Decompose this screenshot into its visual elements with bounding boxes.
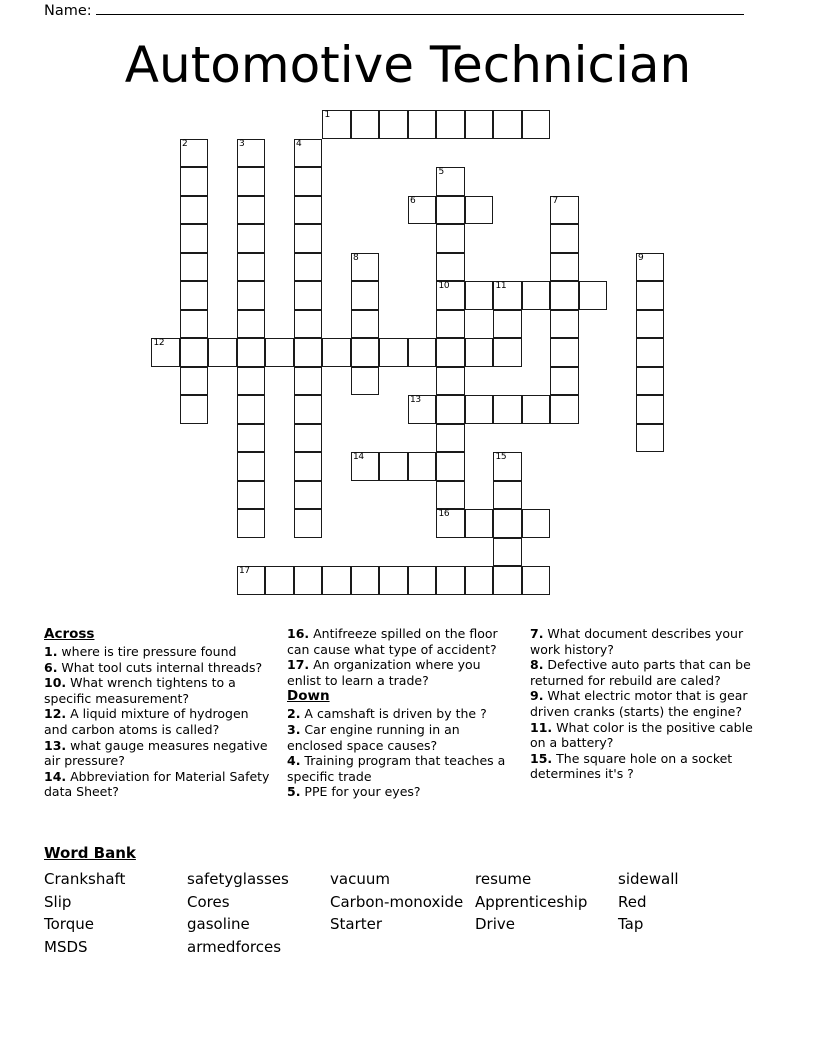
grid-cell[interactable] <box>180 224 209 253</box>
clue-item <box>44 675 273 706</box>
grid-cell[interactable] <box>237 509 266 538</box>
grid-cell[interactable] <box>322 338 351 367</box>
grid-cell[interactable] <box>465 395 494 424</box>
grid-cell[interactable] <box>294 509 323 538</box>
clue-number: 4. <box>287 753 301 769</box>
clue-number: 12. <box>44 706 67 722</box>
clue-number: 11. <box>530 719 553 735</box>
clue-number: 3. <box>287 721 301 737</box>
grid-cell[interactable] <box>265 566 294 595</box>
grid-cell[interactable] <box>237 224 266 253</box>
clue-number: 15. <box>530 750 553 766</box>
grid-cell[interactable] <box>351 338 380 367</box>
grid-cell[interactable] <box>351 452 380 481</box>
grid-cell[interactable] <box>237 395 266 424</box>
grid-cell[interactable] <box>465 566 494 595</box>
grid-cell[interactable] <box>237 253 266 282</box>
grid-cell[interactable] <box>208 338 237 367</box>
grid-cell[interactable] <box>436 167 465 196</box>
grid-cell[interactable] <box>237 424 266 453</box>
clue-text: A camshaft is driven by the ? <box>300 706 487 722</box>
clue-number: 1. <box>44 644 58 659</box>
word-bank-word[interactable]: MSDS <box>44 938 88 957</box>
word-bank-word[interactable]: sidewall <box>618 870 679 888</box>
grid-cell[interactable] <box>351 566 380 595</box>
grid-cell[interactable] <box>493 110 522 139</box>
clue-text: What tool cuts internal threads? <box>57 659 263 675</box>
grid-cell[interactable] <box>180 395 209 424</box>
grid-cell[interactable] <box>379 452 408 481</box>
clue-item <box>287 784 516 800</box>
grid-cell[interactable] <box>180 310 209 339</box>
grid-cell-number: 17 <box>239 566 250 576</box>
clue-number: 16. <box>287 626 310 641</box>
clues-column-3 <box>530 626 773 800</box>
clue-text: Antifreeze spilled on the floor can cause what type of accident? <box>287 626 498 657</box>
grid-cell[interactable] <box>436 338 465 367</box>
clue-text: PPE for your eyes? <box>300 784 421 800</box>
grid-cell[interactable] <box>493 538 522 567</box>
clue-text: An organization where you enlist to learn a trade? <box>287 657 481 688</box>
word-bank-column <box>475 868 618 959</box>
word-bank-word[interactable]: safetyglasses <box>187 870 289 888</box>
grid-cell[interactable] <box>237 139 266 168</box>
word-bank-word[interactable]: Crankshaft <box>44 870 126 888</box>
grid-cell[interactable] <box>294 310 323 339</box>
grid-cell[interactable] <box>294 481 323 510</box>
grid-cell-number: 13 <box>410 395 421 405</box>
grid-cell[interactable] <box>294 196 323 225</box>
word-bank-word[interactable]: Carbon-monoxide <box>330 892 464 911</box>
grid-cell[interactable] <box>237 196 266 225</box>
grid-cell[interactable] <box>436 196 465 225</box>
clues-column-2 <box>287 626 530 800</box>
grid-cell[interactable] <box>636 253 665 282</box>
grid-cell[interactable] <box>550 338 579 367</box>
grid-cell[interactable] <box>493 509 522 538</box>
grid-cell[interactable] <box>636 424 665 453</box>
word-bank-section <box>44 843 774 959</box>
grid-cell[interactable] <box>465 110 494 139</box>
grid-cell[interactable] <box>408 395 437 424</box>
clue-text: What color is the positive cable on a battery? <box>530 719 753 751</box>
grid-cell[interactable] <box>294 253 323 282</box>
grid-cell[interactable] <box>436 281 465 310</box>
grid-cell[interactable] <box>322 110 351 139</box>
word-bank-column <box>330 868 475 959</box>
word-bank-column <box>618 868 761 959</box>
grid-cell[interactable] <box>294 452 323 481</box>
grid-cell[interactable] <box>550 367 579 396</box>
grid-cell[interactable] <box>636 367 665 396</box>
grid-cell[interactable] <box>493 566 522 595</box>
grid-cell[interactable] <box>379 566 408 595</box>
grid-cell[interactable] <box>408 110 437 139</box>
clue-item <box>44 660 273 676</box>
grid-cell[interactable] <box>294 281 323 310</box>
grid-cell[interactable] <box>322 566 351 595</box>
clues-column-1 <box>44 626 287 800</box>
clue-item <box>44 769 273 800</box>
clue-item <box>287 706 516 722</box>
grid-cell[interactable] <box>180 253 209 282</box>
grid-cell-number: 15 <box>495 452 507 462</box>
clue-item <box>530 751 759 782</box>
grid-cell[interactable] <box>522 110 551 139</box>
grid-cell[interactable] <box>436 481 465 510</box>
grid-cell-number: 10 <box>438 281 450 291</box>
grid-cell[interactable] <box>351 367 380 396</box>
grid-cell[interactable] <box>436 253 465 282</box>
clue-number: 2. <box>287 706 301 722</box>
grid-cell[interactable] <box>151 338 180 367</box>
clue-text: The square hole on a socket determines it's ? <box>530 750 733 782</box>
grid-cell-number: 9 <box>638 252 644 263</box>
grid-cell[interactable] <box>294 139 323 168</box>
grid-cell[interactable] <box>493 452 522 481</box>
grid-cell[interactable] <box>550 253 579 282</box>
grid-cell[interactable] <box>294 167 323 196</box>
grid-cell[interactable] <box>522 281 551 310</box>
clue-item <box>44 706 273 737</box>
word-bank-word[interactable]: Cores <box>187 892 230 911</box>
clue-text: where is tire pressure found <box>57 644 237 659</box>
clue-item <box>44 644 273 660</box>
word-bank-word[interactable]: Starter <box>330 915 383 934</box>
grid-cell[interactable] <box>436 566 465 595</box>
grid-cell[interactable] <box>237 481 266 510</box>
clue-text: What wrench tightens to a specific measurement? <box>44 675 236 706</box>
grid-cell[interactable] <box>237 566 266 595</box>
word-bank-word[interactable]: resume <box>475 870 532 888</box>
grid-cell[interactable] <box>294 224 323 253</box>
clue-number: 8. <box>530 657 544 673</box>
grid-cell-number: 1 <box>324 110 330 120</box>
grid-cell[interactable] <box>636 338 665 367</box>
grid-cell[interactable] <box>265 338 294 367</box>
clue-item <box>287 657 516 688</box>
grid-cell[interactable] <box>550 224 579 253</box>
grid-cell[interactable] <box>237 338 266 367</box>
word-bank-column <box>187 868 330 959</box>
word-bank-column <box>44 868 187 959</box>
grid-cell[interactable] <box>522 509 551 538</box>
grid-cell[interactable] <box>465 509 494 538</box>
grid-cell[interactable] <box>436 110 465 139</box>
grid-cell[interactable] <box>351 110 380 139</box>
clue-item <box>530 688 759 719</box>
grid-cell[interactable] <box>408 566 437 595</box>
clues-section <box>44 626 774 800</box>
grid-cell[interactable] <box>294 367 323 396</box>
grid-cell[interactable] <box>180 167 209 196</box>
word-bank-word[interactable]: Torque <box>44 915 94 934</box>
word-bank-heading: Word Bank <box>44 844 136 862</box>
grid-cell[interactable] <box>436 224 465 253</box>
grid-cell-number: 16 <box>438 509 450 519</box>
grid-cell[interactable] <box>465 338 494 367</box>
word-bank-word[interactable]: Red <box>618 892 647 911</box>
grid-cell[interactable] <box>465 196 494 225</box>
name-row <box>44 2 744 19</box>
name-write-in-line[interactable] <box>96 2 744 15</box>
clue-number: 10. <box>44 675 67 691</box>
grid-cell[interactable] <box>351 253 380 282</box>
clue-item <box>530 626 759 657</box>
clue-number: 14. <box>44 768 67 784</box>
clue-number: 13. <box>44 737 67 753</box>
down-heading: Down <box>287 688 330 705</box>
grid-cell-number: 6 <box>410 195 416 206</box>
grid-cell[interactable] <box>436 395 465 424</box>
clue-text: Abbreviation for Material Safety data Sheet? <box>44 768 270 800</box>
grid-cell[interactable] <box>408 452 437 481</box>
clue-text: what gauge measures negative air pressure? <box>44 737 268 769</box>
grid-cell[interactable] <box>550 196 579 225</box>
grid-cell[interactable] <box>436 509 465 538</box>
grid-cell[interactable] <box>465 281 494 310</box>
grid-cell[interactable] <box>294 395 323 424</box>
clue-item <box>287 722 516 753</box>
clue-text: Training program that teaches a specific trade <box>287 753 506 784</box>
grid-cell[interactable] <box>180 338 209 367</box>
grid-cell[interactable] <box>493 310 522 339</box>
grid-cell[interactable] <box>237 367 266 396</box>
clue-text: What electric motor that is gear driven cranks (starts) the engine? <box>530 688 748 719</box>
grid-cell[interactable] <box>636 395 665 424</box>
grid-cell[interactable] <box>379 338 408 367</box>
clue-item <box>530 657 759 688</box>
grid-cell-number: 12 <box>153 338 165 348</box>
grid-cell[interactable] <box>351 281 380 310</box>
grid-cell-number: 14 <box>353 452 364 462</box>
grid-cell[interactable] <box>436 424 465 453</box>
word-bank-columns <box>44 868 774 959</box>
clue-text: What document describes your work history? <box>530 626 744 657</box>
grid-cell[interactable] <box>436 452 465 481</box>
grid-cell[interactable] <box>294 566 323 595</box>
word-bank-word[interactable]: Tap <box>618 915 644 934</box>
grid-cell[interactable] <box>550 310 579 339</box>
grid-cell[interactable] <box>493 338 522 367</box>
grid-cell[interactable] <box>180 196 209 225</box>
grid-cell[interactable] <box>408 196 437 225</box>
clue-text: Car engine running in an enclosed space causes? <box>287 721 460 753</box>
grid-cell-number: 8 <box>353 252 359 263</box>
clue-item <box>287 626 516 657</box>
grid-cell[interactable] <box>522 566 551 595</box>
grid-cell-number: 4 <box>296 138 302 149</box>
grid-cell[interactable] <box>522 395 551 424</box>
grid-cell[interactable] <box>237 167 266 196</box>
clue-number: 9. <box>530 688 544 704</box>
clue-number: 5. <box>287 784 301 800</box>
word-bank-word[interactable]: Drive <box>475 915 515 934</box>
page-title: Automotive Technician <box>124 36 692 94</box>
grid-cell[interactable] <box>180 139 209 168</box>
grid-cell-number: 7 <box>552 195 558 206</box>
clue-text: Defective auto parts that can be returned for rebuild are caled? <box>530 657 751 688</box>
across-heading: Across <box>44 626 95 642</box>
grid-cell[interactable] <box>550 395 579 424</box>
clue-text: A liquid mixture of hydrogen and carbon atoms is called? <box>44 706 249 737</box>
clue-number: 17. <box>287 657 310 673</box>
grid-cell[interactable] <box>493 281 522 310</box>
grid-cell[interactable] <box>294 338 323 367</box>
grid-cell[interactable] <box>351 310 380 339</box>
grid-cell[interactable] <box>550 281 579 310</box>
grid-cell[interactable] <box>408 338 437 367</box>
clue-item <box>530 720 759 751</box>
grid-cell[interactable] <box>180 367 209 396</box>
clue-number: 6. <box>44 659 58 675</box>
name-label: Name: <box>44 3 92 19</box>
word-bank-word[interactable]: Slip <box>44 892 72 911</box>
grid-cell[interactable] <box>493 395 522 424</box>
grid-cell[interactable] <box>294 424 323 453</box>
grid-cell-number: 3 <box>239 138 245 149</box>
clue-number: 7. <box>530 626 544 641</box>
grid-cell[interactable] <box>237 310 266 339</box>
grid-cell-number: 5 <box>438 167 444 177</box>
grid-cell-number: 11 <box>495 281 507 291</box>
grid-cell[interactable] <box>379 110 408 139</box>
grid-cell[interactable] <box>579 281 608 310</box>
clue-item <box>44 738 273 769</box>
grid-cell[interactable] <box>237 281 266 310</box>
grid-cell-number: 2 <box>182 138 188 149</box>
grid-cell[interactable] <box>180 281 209 310</box>
grid-cell[interactable] <box>493 481 522 510</box>
crossword-grid <box>151 110 691 600</box>
grid-cell[interactable] <box>237 452 266 481</box>
grid-cell[interactable] <box>636 310 665 339</box>
grid-cell[interactable] <box>636 281 665 310</box>
grid-cell[interactable] <box>436 367 465 396</box>
word-bank-word[interactable]: Apprenticeship <box>475 892 588 911</box>
clue-item <box>287 753 516 784</box>
word-bank-word[interactable]: vacuum <box>330 870 390 888</box>
grid-cell[interactable] <box>436 310 465 339</box>
word-bank-word[interactable]: armedforces <box>187 938 282 957</box>
word-bank-word[interactable]: gasoline <box>187 915 250 934</box>
